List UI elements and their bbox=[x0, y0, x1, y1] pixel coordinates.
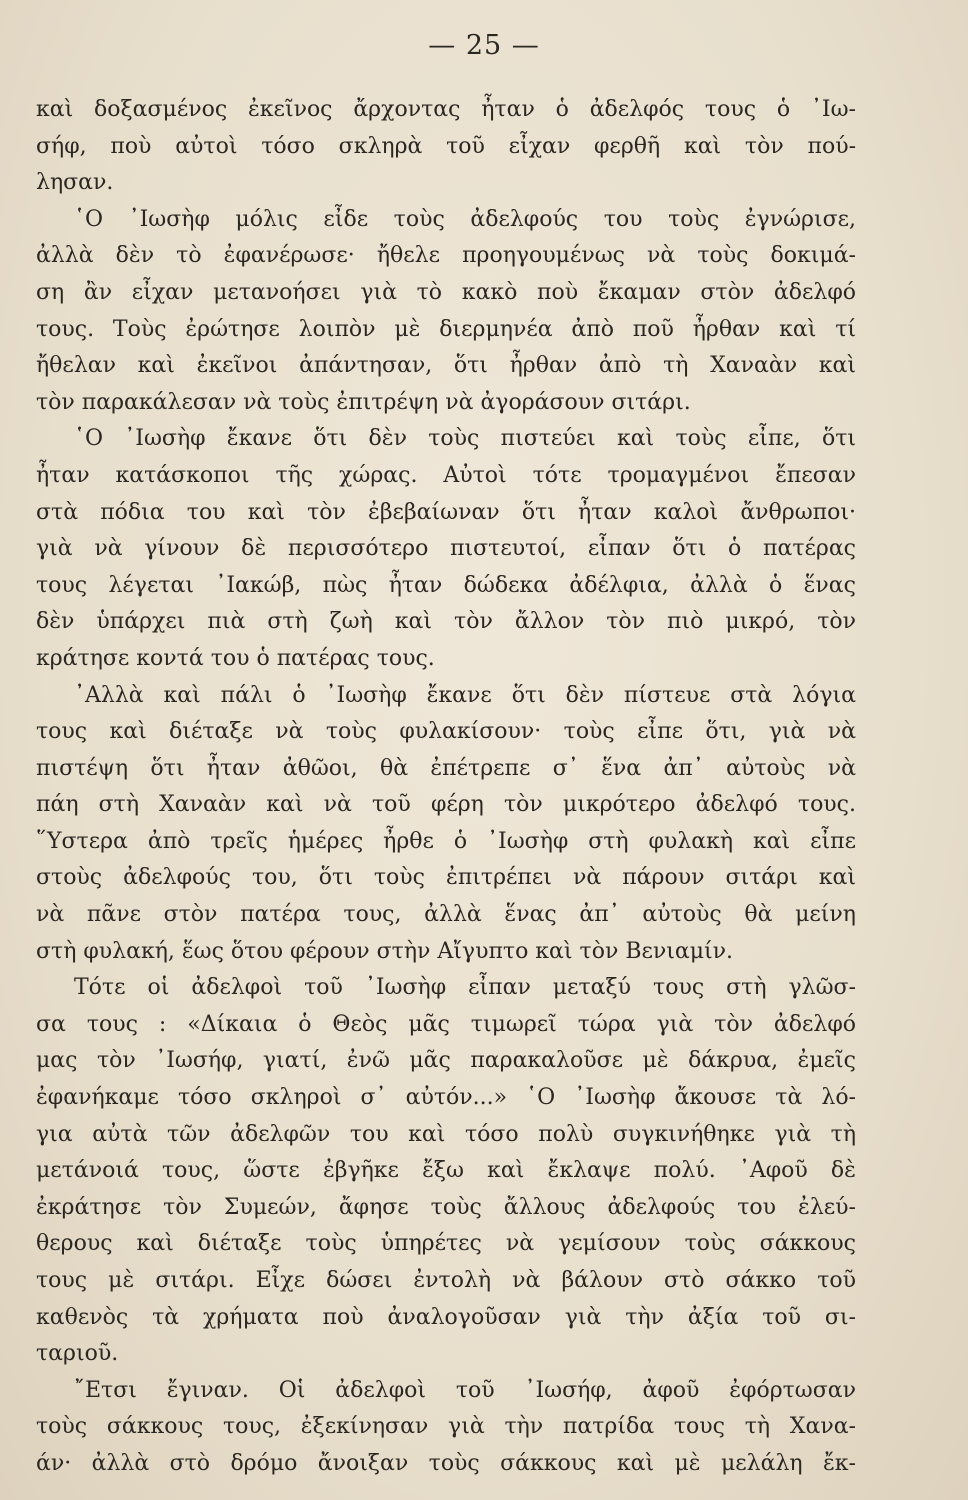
text-line: ἐφανήκαμε τόσο σκληροὶ σ᾿ αὐτόν...» ῾Ο ᾿Ιωσὴφ ἄκουσε τὰ λό- bbox=[36, 1085, 856, 1111]
text-line: πιστέψη ὅτι ἦταν ἀθῶοι, θὰ ἐπέτρεπε σ᾿ ἕνα ἀπ᾿ αὐτοὺς νὰ bbox=[36, 755, 856, 781]
text-line: τους μὲ σιτάρι. Εἶχε δώσει ἐντολὴ νὰ βάλουν στὸ σάκκο τοῦ bbox=[36, 1268, 856, 1293]
text-line: ῾Ο ᾿Ιωσὴφ μόλις εἶδε τοὺς ἀδελφούς του τοὺς ἐγνώρισε, bbox=[74, 206, 856, 232]
body-text bbox=[36, 92, 856, 1483]
text-line: τους. Τοὺς ἐρώτησε λοιπὸν μὲ διερμηνέα ἀπὸ ποῦ ἦρθαν καὶ τί bbox=[36, 316, 856, 342]
text-line: μας τὸν ᾿Ιωσήφ, γιατί, ἐνῶ μᾶς παρακαλοῦσε μὲ δάκρυα, ἐμεῖς bbox=[36, 1048, 856, 1074]
text-line: ῾Ο ᾿Ιωσὴφ ἔκανε ὅτι δὲν τοὺς πιστεύει καὶ τοὺς εἶπε, ὅτι bbox=[74, 426, 856, 452]
text-line: άν· ἀλλὰ στὸ δρόμο ἄνοιξαν τοὺς σάκκους καὶ μὲ μελάλη ἔκ- bbox=[36, 1450, 856, 1476]
text-line: δὲν ὑπάρχει πιὰ στὴ ζωὴ καὶ τὸν ἄλλον τὸν πιὸ μικρό, τὸν bbox=[36, 609, 856, 635]
text-line: πάη στὴ Χαναὰν καὶ νὰ τοῦ φέρη τὸν μικρότερο ἀδελφό τους. bbox=[36, 792, 856, 818]
text-line: τὸν παρακάλεσαν νὰ τοὺς ἐπιτρέψη νὰ ἀγοράσουν σιτάρι. bbox=[36, 389, 691, 415]
text-line: ἀλλὰ δὲν τὸ ἐφανέρωσε· ἤθελε προηγουμένως νὰ τοὺς δοκιμά- bbox=[36, 243, 856, 269]
text-line: σα τους : «Δίκαια ὁ Θεὸς μᾶς τιμωρεῖ τώρα γιὰ τὸν ἀδελφό bbox=[36, 1011, 856, 1037]
text-line: καὶ δοξασμένος ἐκεῖνος ἄρχοντας ἦταν ὁ ἀδελφός τους ὁ ᾿Ιω- bbox=[36, 97, 856, 122]
text-line: καθενὸς τὰ χρήματα ποὺ ἀναλογοῦσαν γιὰ τὴν ἀξία τοῦ σι- bbox=[36, 1304, 856, 1330]
text-line: ἦταν κατάσκοποι τῆς χώρας. Αὐτοὶ τότε τρομαγμένοι ἔπεσαν bbox=[36, 462, 856, 488]
text-line: Τότε οἱ ἀδελφοὶ τοῦ ᾿Ιωσὴφ εἶπαν μεταξύ τους στὴ γλῶσ- bbox=[74, 975, 856, 1001]
text-line: ἤθελαν καὶ ἐκεῖνοι ἀπάντησαν, ὅτι ἦρθαν ἀπὸ τὴ Χαναὰν καὶ bbox=[36, 353, 856, 379]
text-line: ᾿Αλλὰ καὶ πάλι ὁ ᾿Ιωσὴφ ἔκανε ὅτι δὲν πίστευε στὰ λόγια bbox=[74, 682, 856, 708]
text-line: τους λέγεται ᾿Ιακώβ, πὼς ἦταν δώδεκα ἀδέλφια, ἀλλὰ ὁ ἕνας bbox=[36, 572, 856, 598]
text-line: κράτησε κοντά του ὁ πατέρας τους. bbox=[36, 645, 435, 671]
text-line: ἐκράτησε τὸν Συμεών, ἄφησε τοὺς ἄλλους ἀδελφούς του ἐλεύ- bbox=[36, 1194, 856, 1220]
text-line: ση ἂν εἶχαν μετανοήσει γιὰ τὸ κακὸ ποὺ ἔκαμαν στὸν ἀδελφό bbox=[36, 279, 856, 305]
text-line: νὰ πᾶνε στὸν πατέρα τους, ἀλλὰ ἕνας ἀπ᾿ αὐτοὺς θὰ μείνη bbox=[36, 902, 856, 928]
text-line: τοὺς σάκκους τους, ἐξεκίνησαν γιὰ τὴν πατρίδα τους τὴ Χανα- bbox=[36, 1414, 856, 1440]
text-line: τους καὶ διέταξε νὰ τοὺς φυλακίσουν· τοὺς εἶπε ὅτι, γιὰ νὰ bbox=[36, 719, 856, 745]
text-line: γιὰ νὰ γίνουν δὲ περισσότερο πιστευτοί, εἶπαν ὅτι ὁ πατέρας bbox=[36, 536, 856, 562]
text-line: για αὐτὰ τῶν ἀδελφῶν του καὶ τόσο πολὺ συγκινήθηκε γιὰ τὴ bbox=[36, 1121, 856, 1147]
text-line: στοὺς ἀδελφούς του, ὅτι τοὺς ἐπιτρέπει νὰ πάρουν σιτάρι καὶ bbox=[36, 865, 856, 891]
text-line: θερους καὶ διέταξε τοὺς ὑπηρέτες νὰ γεμίσουν τοὺς σάκκους bbox=[36, 1231, 856, 1257]
text-line: ῎Ετσι ἔγιναν. Οἱ ἀδελφοὶ τοῦ ᾿Ιωσήφ, ἀφοῦ ἐφόρτωσαν bbox=[74, 1377, 856, 1403]
page-number: — 25 — bbox=[428, 30, 540, 61]
text-line: σήφ, ποὺ αὐτοὶ τόσο σκληρὰ τοῦ εἶχαν φερθῆ καὶ τὸν πού- bbox=[36, 133, 856, 159]
text-line: λησαν. bbox=[36, 170, 114, 196]
text-line: στὴ φυλακή, ἕως ὅτου φέρουν στὴν Αἴγυπτο καὶ τὸν Βενιαμίν. bbox=[36, 938, 734, 964]
text-line: μετάνοιά τους, ὥστε ἐβγῆκε ἔξω καὶ ἔκλαψε πολύ. ᾿Αφοῦ δὲ bbox=[36, 1158, 856, 1184]
text-line: ταριοῦ. bbox=[36, 1341, 119, 1367]
text-line: στὰ πόδια του καὶ τὸν ἐβεβαίωναν ὅτι ἦταν καλοὶ ἄνθρωποι· bbox=[36, 499, 856, 525]
text-line: ῞Υστερα ἀπὸ τρεῖς ἡμέρες ἦρθε ὁ ᾿Ιωσὴφ στὴ φυλακὴ καὶ εἶπε bbox=[36, 828, 856, 854]
